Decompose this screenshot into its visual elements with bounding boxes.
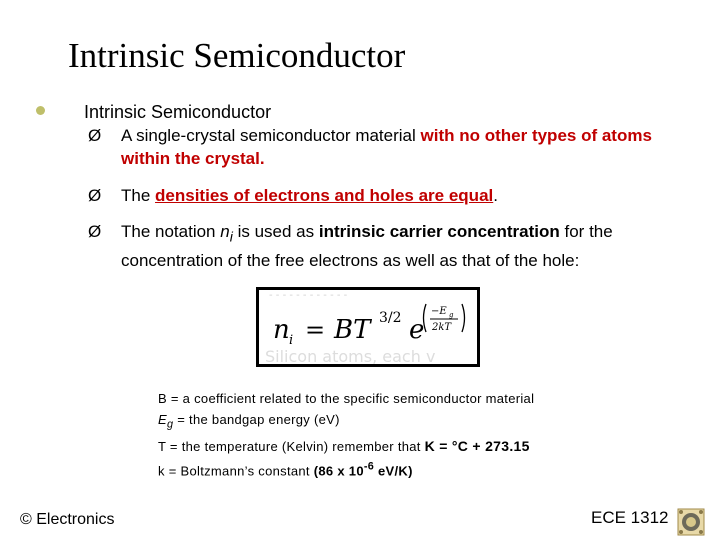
formula-exp-den: 2kT	[432, 322, 452, 333]
definition-eg: $E_g$ = the bandgap energy (eV)	[158, 412, 340, 431]
definition-t: T = the temperature (Kelvin) remember that K = °C + 273.15	[158, 437, 530, 454]
formula-exp-num-sub: g	[449, 311, 454, 319]
emblem-icon	[677, 508, 705, 536]
formula-svg	[259, 290, 477, 364]
highlight-text: with no other types of atoms within the crystal.	[121, 126, 652, 168]
sub-bullet-1-text: A single-crystal semiconductor material with no other types of atoms within the crystal.	[121, 126, 652, 168]
formula-exp-num: −E	[431, 306, 447, 317]
formula-lhs: n	[273, 315, 290, 345]
arrow-icon: Ø	[88, 222, 102, 241]
ghost-text-top: - - - - - - - - - - - -	[269, 290, 348, 301]
ghost-text-bottom: Silicon atoms, each v	[265, 347, 436, 364]
arrow-icon: Ø	[88, 186, 102, 205]
arrow-icon: Ø	[88, 126, 102, 145]
formula-rhs-exp: 3/2	[379, 310, 402, 326]
definition-b: B = a coefficient related to the specific semiconductor material	[158, 391, 535, 406]
formula-box	[256, 287, 480, 367]
bullet-dot	[36, 106, 45, 115]
sub-bullet-2-text: The densities of electrons and holes are equal.	[121, 186, 498, 205]
sub-bullet-3-text: The notation $n_i$ is used as intrinsic carrier concentration for the concentration of the free electrons as well as that of the hole:	[121, 222, 613, 271]
formula-equals: =	[305, 316, 326, 344]
bullet-heading: Intrinsic Semiconductor	[84, 102, 272, 122]
formula-lhs-sub: i	[289, 333, 294, 348]
footer-left: © Electronics	[20, 511, 115, 528]
formula-e: e	[409, 315, 425, 345]
paren-right	[462, 304, 465, 332]
definition-k: k = Boltzmann’s constant (86 x $10^{-6}$ eV/K)	[158, 460, 413, 478]
slide-title: Intrinsic Semiconductor	[68, 36, 406, 75]
footer-right: ECE 1312	[591, 508, 669, 527]
formula-rhs-base: BT	[334, 315, 371, 345]
definitions	[158, 388, 534, 481]
highlight-text: densities of electrons and holes are equal	[155, 186, 494, 205]
